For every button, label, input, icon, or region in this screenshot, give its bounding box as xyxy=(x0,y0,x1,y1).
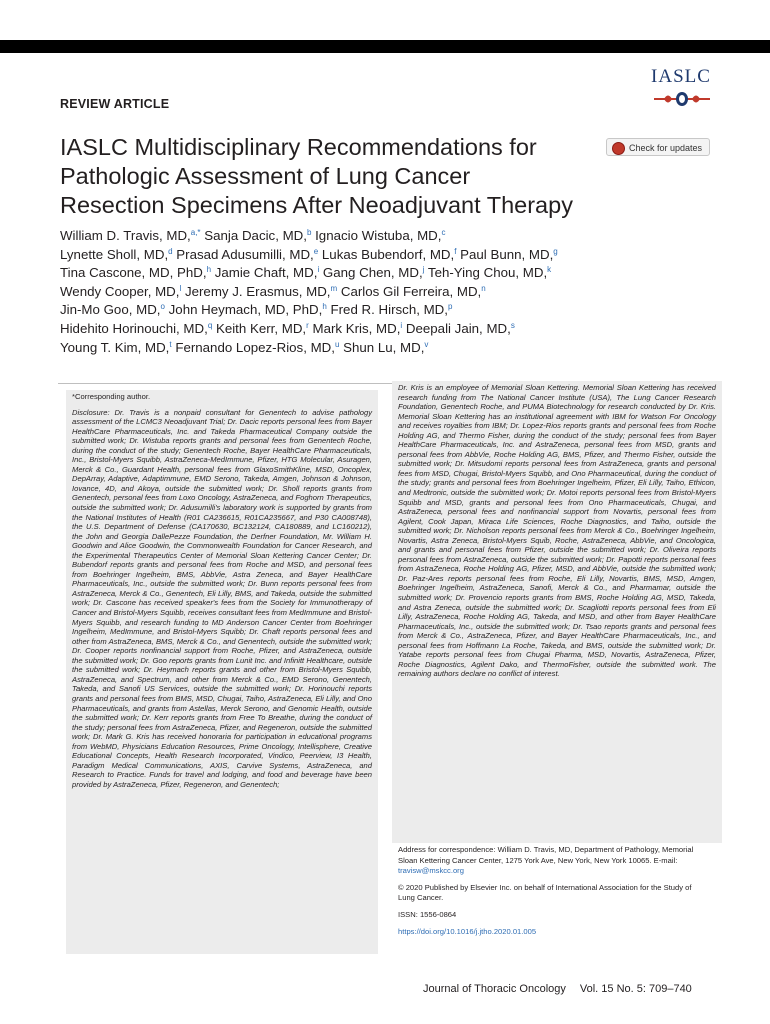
issn: ISSN: 1556-0864 xyxy=(398,909,457,919)
author-name: Gang Chen, MD, xyxy=(319,265,423,281)
check-updates-label: Check for updates xyxy=(629,143,703,153)
author-name: Lukas Bubendorf, MD, xyxy=(318,246,455,262)
author-affiliation-mark: t xyxy=(169,339,172,349)
author-name: Prasad Adusumilli, MD, xyxy=(172,246,314,262)
author-name: Teh-Ying Chou, MD, xyxy=(424,265,548,281)
author-name: Mark Kris, MD, xyxy=(308,320,401,336)
section-label: REVIEW ARTICLE xyxy=(60,97,170,111)
logo-text: IASLC xyxy=(651,66,711,87)
author-affiliation-mark: p xyxy=(447,302,453,312)
author-affiliation-mark: n xyxy=(481,283,486,293)
author-name: Jin-Mo Goo, MD, xyxy=(60,302,161,318)
author-line xyxy=(60,283,700,302)
author-affiliation-mark: j xyxy=(422,265,425,275)
author-name: Fred R. Hirsch, MD, xyxy=(326,302,448,318)
author-line xyxy=(60,301,700,320)
author-name: Carlos Gil Ferreira, MD, xyxy=(337,283,482,299)
author-name: Fernando Lopez-Rios, MD, xyxy=(171,339,335,355)
lungs-logo-icon xyxy=(654,90,710,108)
check-for-updates-button[interactable] xyxy=(606,138,710,156)
author-affiliation-mark: l xyxy=(179,283,182,293)
author-line xyxy=(60,227,700,246)
author-affiliation-mark: a,* xyxy=(190,228,201,237)
author-name: Shun Lu, MD, xyxy=(339,339,425,355)
correspondence-address xyxy=(398,845,710,877)
author-name: Deepali Jain, MD, xyxy=(402,320,511,336)
author-name: Tina Cascone, MD, PhD, xyxy=(60,265,207,281)
author-affiliation-mark: g xyxy=(553,246,558,256)
author-affiliation-mark: q xyxy=(207,320,213,330)
article-title: IASLC Multidisciplinary Recommendations for Pathologic Assessment of Lung Cancer Resection Specimens After Neoadjuvant Therapy xyxy=(60,134,573,218)
author-name: Hidehito Horinouchi, MD, xyxy=(60,320,208,336)
author-affiliation-mark: c xyxy=(441,228,446,237)
author-affiliation-mark: k xyxy=(547,265,552,275)
author-line xyxy=(60,246,700,265)
correspondence-block xyxy=(398,845,710,943)
author-affiliation-mark: m xyxy=(330,283,338,293)
email-link[interactable]: travisw@mskcc.org xyxy=(398,866,464,876)
correspondence-text: Address for correspondence: William D. Travis, MD, Department of Pathology, Memorial Sloan Kettering Cancer Center, 1275 York Ave, New York, New York 10065. E-mail: xyxy=(398,845,694,865)
top-black-bar xyxy=(0,40,770,53)
author-affiliation-mark: f xyxy=(454,246,457,256)
disclosure-text-left: Disclosure: Dr. Travis is a nonpaid consultant for Genentech to advise pathology assessment of the LCMC3 Neoadjuvant Trial; Dr. Dacic reports personal fees from Bayer HealthCare Pharmaceuticals, Inc. and Takeda Pharmaceutical Company outside the submitted work; Dr. Wistuba reports grants and personal fees from Genentech Roche, during the conduct of the study; Genentech Roche, Bayer HealthCare Pharmaceuticals, Inc., Bristol-Myers Squibb, AstraZeneca-MedImmune, Pfizer, HTG Molecular, Asuragen, Merck & Co., Guardant Health, personal fees from GlaxoSmithKline, MSD, Oncoplex, DepArray, Adaptive, Adaptimmune, EMD Serono, Takeda, Amgen, Johnson & Johnson, Iovance, 4D, and Akoya, outside the submitted work; Dr. Sholl reports grants from Genentech, personal fees from Loxo Oncology, AstraZeneca, and Foghorn Therapeutics, outside the submitted work; Dr. Adusumilli's laboratory work is supported by grants from the National Institutes of Health (R01 CA236615, R01CA235667, and P30 CA008748), the U.S. Department of Defense (CA170630, BC132124, CA180889, and LC160212), the John and Georgia DallePezze Foundation, the Derfner Foundation, Mr. William H. Goodwin and Alice Goodwin, the Commonwealth Foundation for Cancer Research, and the Experimental Therapeutics Center of Memorial Sloan Kettering Cancer Center; Dr. Bubendorf reports grants and personal fees from Roche and MSD, and personal fees from Boehringer Ingelheim, BMS, AbbVie, Astra Zeneca, and Bayer HealthCare Pharmaceuticals, Inc., outside the submitted work; Dr. Bunn reports personal fees from AstraZeneca, Merck & Co., Genentech, Eli Lilly, BMS, and Takeda, outside the submitted work; Dr. Cascone has received speaker's fees from the Society for Immunotherapy of Cancer and Bristol-Myers Squibb, receives consultant fees from MedImmune and Bristol-Myers Squibb, and research funding to MD Anderson Cancer Center from Boehringer Ingelheim, MedImmune, and Bristol-Myers Squibb; Dr. Chaft reports personal fees and other from AstraZeneca, BMS, Merck & Co., and Genentech, outside the submitted work; Dr. Cooper reports nonfinancial support from Roche, Pfizer, and AstraZeneca, outside the submitted work; Dr. Goo reports grants from Lunit Inc. and Infinitt Healthcare, outside the submitted work; Dr. Heymach reports grants and other from Bristol-Myers Squibb, AstraZeneca, and Spectrum, and other from Merck & Co., EMD Serono, Genentech, Takeda, and Sanofi US Services, outside the submitted work; Dr. Horinouchi reports grants and personal fees from BMS, MSD, Chugai, Taiho, AstraZeneca, Eli Lilly, and Ono Pharmaceuticals, and grants from Astellas, Merck Serono, and Genomic Health, outside the submitted work; Dr. Kerr reports grants from Free To Breathe, during the conduct of the study; personal fees from AstraZeneca, Pfizer, and Regeneron, outside the submitted work; Dr. Mark G. Kris has received honoraria for participation in educational programs from WebMD, Physicians Education Resources, Prime Oncology, Intellisphere, Creative Educational Concepts, Health Research Incorporated, Vindico, Peerview, I3 Health, Paradigm Medical Communications, AXIS, Carvive Systems, AstraZeneca, and Research to Practice. Funds for travel and lodging, and food and beverage have been provided by AstraZeneca, Pfizer, Regeneron, and Genentech; xyxy=(72,407,372,789)
journal-name: Journal of Thoracic Oncology xyxy=(423,983,566,995)
author-affiliation-mark: d xyxy=(168,246,173,256)
author-name: Jeremy J. Erasmus, MD, xyxy=(181,283,331,299)
author-name: Lynette Sholl, MD, xyxy=(60,246,169,262)
author-name: Wendy Cooper, MD, xyxy=(60,283,180,299)
author-affiliation-mark: o xyxy=(160,302,165,312)
author-affiliation-mark: e xyxy=(313,246,319,256)
author-list xyxy=(60,227,700,357)
author-name: Jamie Chaft, MD, xyxy=(211,265,318,281)
author-affiliation-mark: i xyxy=(317,265,320,275)
author-name: Sanja Dacic, MD, xyxy=(200,228,307,243)
doi-link[interactable]: https://doi.org/10.1016/j.jtho.2020.01.005 xyxy=(398,926,537,936)
author-name: Paul Bunn, MD, xyxy=(456,246,554,262)
author-affiliation-mark: i xyxy=(400,320,403,330)
disclosure-text-right: Dr. Kris is an employee of Memorial Sloan Kettering. Memorial Sloan Kettering has received research funding from The National Cancer Institute (USA), The Lung Cancer Research Foundation, Genentech Roche, and PUMA Biotechnology for research conducted by Dr. Kris. Memorial Sloan Kettering has an institutional agreement with IBM for Watson For Oncology and receives royalties from IBM; Dr. Lopez-Rios reports grants and personal fees from Roche Holding AG, and Thermo Fisher, during the conduct of the study; personal fees from Bayer HealthCare Pharmaceuticals, Inc. and AstraZeneca, personal fees from MSD, grants and personal fees from AbbVie, Roche Holding AG, BMS, Pfizer, and Thermo Fisher, outside the submitted work; Dr. Mitsudomi reports personal fees from AstraZeneca, grants and personal fees from MSD, Chugai, Bristol-Myers Squibb, and Ono Pharmaceutical, during the conduct of the study; grants and personal fees from Boehringer Ingelheim, Pfizer, Eli Lilly, Taiho, Ethicon, and Medtronic, outside the submitted work; Dr. Motoi reports personal fees from Bristol-Myers Squibb and MSD, grants and personal fees from Ono Pharmaceuticals, Chugai, and AstraZeneca, personal fees and nonfinancial support from Novartis, personal fees from Agilent, Cook Japan, Miraca Life Sciences, Roche Diagnostics, and Taiho, outside the submitted work; Dr. Nicholson reports personal fees from Merck & Co., Boehringer Ingelheim, Novartis, Astra Zeneca, Bristol-Myers Squib, Roche, AstraZeneca, AbbVie, and Oncologica, and grants and personal fees from Pfizer, outside the submitted work; Dr. Oliveira reports personal fees from AstraZeneca, outside the submitted work; Dr. Papotti reports personal fees from AstraZeneca, Roche Holding AG, Pfizer, MSD, and AbbVie, outside the submitted work; Dr. Paz-Ares reports personal fees from Roche, Eli Lilly, Novartis, BMS, MSD, Amgen, Boehringer Ingelheim, AstraZeneca, Sanofi, Merck & Co., and Pharmamar, outside the submitted work; Dr. Provencio reports grants from BMS, Roche Holding AG, MSD, Takeda, and Astra Zeneca, outside the submitted work; Dr. Scagliotti reports personal fees from Eli Lilly, AstraZeneca, Roche Holding AG, Takeda, and MSD, and other from Bayer HealthCare Pharmaceuticals, Inc., outside the submitted work; Dr. Tsao reports grants and personal fees from Merck & Co., AstraZeneca, Pfizer, and Bayer HealthCare Pharmaceuticals, Inc., and personal fees from Hoffmann La Roche, Takeda, and BMS, outside the submitted work; Dr. Yatabe reports personal fees from Chugai Pharma, MSD, Novartis, AstraZeneca, Pfizer, Roche Diagnostics, Agilent Dako, and ThermoFisher, outside the submitted work. The remaining authors declare no conflict of interest. xyxy=(398,383,716,679)
author-name: Ignacio Wistuba, MD, xyxy=(311,228,442,243)
author-affiliation-mark: u xyxy=(334,339,340,349)
author-affiliation-mark: s xyxy=(510,320,515,330)
check-updates-icon xyxy=(612,142,625,155)
author-affiliation-mark: h xyxy=(206,265,212,275)
author-affiliation-mark: b xyxy=(306,228,312,237)
corresponding-note: *Corresponding author. xyxy=(72,392,151,401)
author-affiliation-mark: r xyxy=(306,320,309,330)
author-line xyxy=(60,320,700,339)
author-name: Keith Kerr, MD, xyxy=(212,320,307,336)
copyright-notice: © 2020 Published by Elsevier Inc. on behalf of International Association for the Study of Lung Cancer. xyxy=(398,882,692,903)
iaslc-logo xyxy=(650,66,712,114)
volume-info: Vol. 15 No. 5: 709–740 xyxy=(579,983,692,995)
author-line xyxy=(60,339,700,358)
page-footer xyxy=(423,983,692,995)
author-affiliation-mark: v xyxy=(424,339,429,349)
author-line xyxy=(60,264,700,283)
author-name: William D. Travis, MD, xyxy=(60,228,191,243)
author-name: John Heymach, MD, PhD, xyxy=(164,302,323,318)
disclosure-panel-right xyxy=(392,381,722,843)
disclosure-panel-left xyxy=(66,390,378,954)
author-affiliation-mark: h xyxy=(322,302,327,312)
author-name: Young T. Kim, MD, xyxy=(60,339,170,355)
